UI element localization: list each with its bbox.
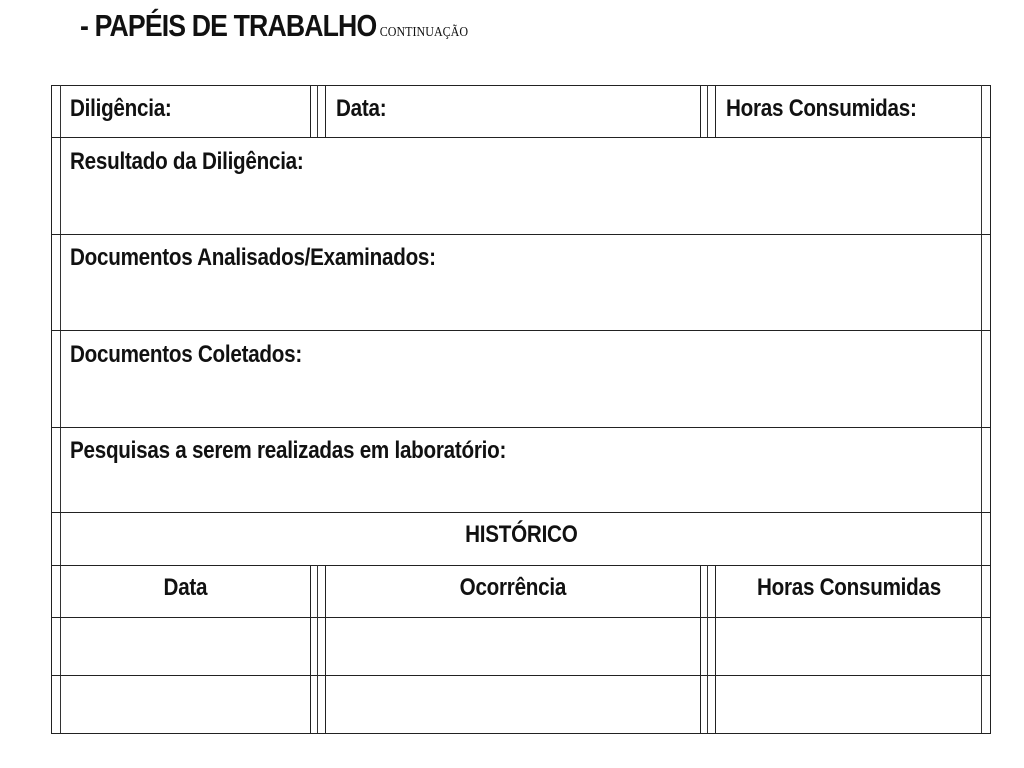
page-subtitle: CONTINUAÇÃO: [379, 25, 469, 40]
column-divider: [317, 85, 318, 137]
page-title: [80, 8, 468, 44]
resultado-label: Resultado da Diligência:: [70, 148, 304, 175]
pesquisas-label: Pesquisas a serem realizadas em laboratório:: [70, 437, 507, 464]
column-header-ocorrencia-text: Ocorrência: [459, 574, 567, 601]
column-header-data-text: Data: [163, 574, 208, 601]
column-header-horas: [716, 574, 981, 602]
column-divider: [317, 565, 318, 733]
form-outer-border: [51, 85, 991, 734]
row-divider: [51, 234, 991, 235]
column-divider: [715, 85, 716, 137]
historico-heading: [61, 521, 981, 549]
horas-consumidas-label: Horas Consumidas:: [726, 95, 917, 122]
page-title-text: - PAPÉIS DE TRABALHO: [80, 8, 377, 43]
column-divider: [707, 85, 708, 137]
left-inner-rule: [60, 85, 61, 733]
row-divider: [51, 675, 991, 676]
column-header-ocorrencia: [326, 574, 700, 602]
column-divider: [700, 85, 701, 137]
data-label: Data:: [336, 95, 387, 122]
column-divider: [700, 565, 701, 733]
column-divider: [310, 565, 311, 733]
historico-heading-text: HISTÓRICO: [464, 521, 578, 548]
column-header-data: [61, 574, 310, 602]
row-divider: [51, 512, 991, 513]
diligencia-label: Diligência:: [70, 95, 172, 122]
documentos-analisados-label: Documentos Analisados/Examinados:: [70, 244, 436, 271]
row-divider: [51, 427, 991, 428]
row-divider: [51, 565, 991, 566]
column-divider: [310, 85, 311, 137]
row-divider: [51, 137, 991, 138]
column-header-horas-text: Horas Consumidas: [756, 574, 941, 601]
column-divider: [325, 85, 326, 137]
documentos-coletados-label: Documentos Coletados:: [70, 341, 302, 368]
row-divider: [51, 330, 991, 331]
row-divider: [51, 617, 991, 618]
right-inner-rule: [981, 85, 982, 733]
column-divider: [707, 565, 708, 733]
